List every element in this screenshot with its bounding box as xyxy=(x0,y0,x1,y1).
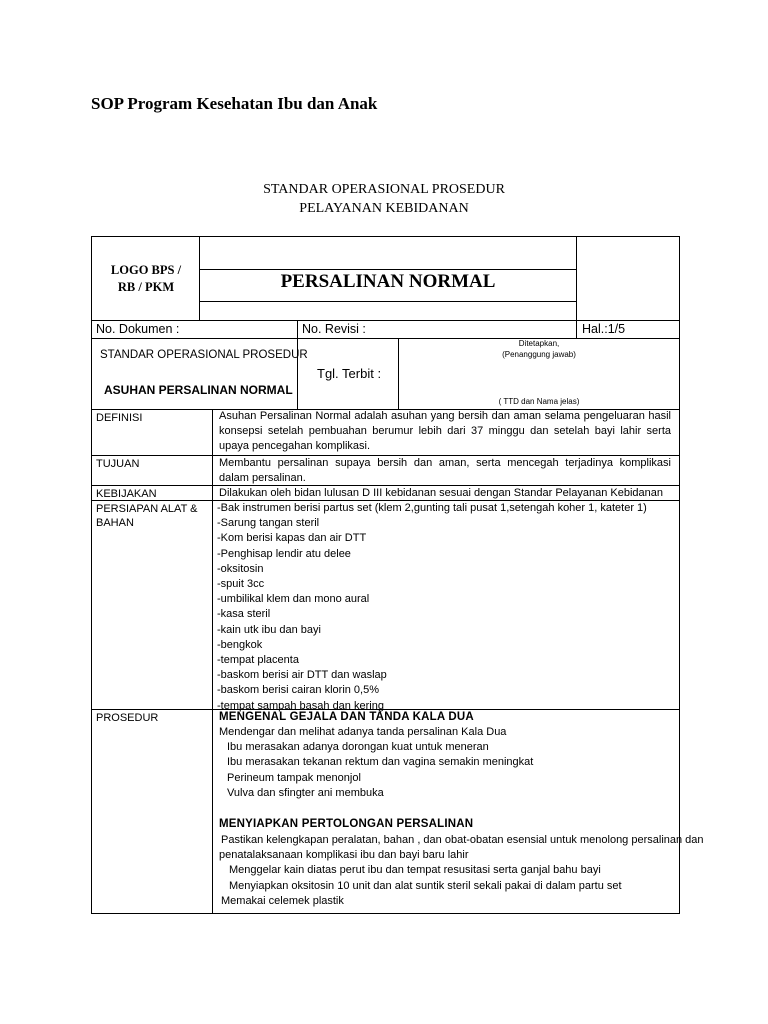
kebijakan-label: KEBIJAKAN xyxy=(96,488,157,500)
info-divider-1 xyxy=(297,320,298,339)
persiapan-label-line2: BAHAN xyxy=(96,517,134,529)
tujuan-label: TUJUAN xyxy=(96,458,140,470)
list-item: -Kom berisi kapas dan air DTT xyxy=(217,532,367,545)
definisi-text: Asuhan Persalinan Normal adalah asuhan yang bersih dan aman selama pengeluaran hasil konsepsi setelah pembuahan berumur lebih dari 37 minggu dan setelah bayi lahir serta upaya pencegahan komplikasi. xyxy=(219,410,671,453)
persiapan-label xyxy=(96,502,198,530)
persiapan-list xyxy=(217,501,677,714)
ttd-label: ( TTD dan Nama jelas) xyxy=(498,397,580,406)
no-revisi-label: No. Revisi : xyxy=(302,322,366,336)
prosedur-label: PROSEDUR xyxy=(96,712,159,724)
tujuan-text: Membantu persalinan supaya bersih dan aman, serta mencegah terjadinya komplikasi dalam persalinan. xyxy=(219,457,671,485)
list-item: Menggelar kain diatas perut ibu dan tempat resusitasi serta ganjal bahu bayi xyxy=(229,864,601,877)
list-item: -tempat sampah basah dan kering xyxy=(217,699,384,712)
list-item: -Sarung tangan steril xyxy=(217,517,320,530)
section-heading-pertolongan: MENYIAPKAN PERTOLONGAN PERSALINAN xyxy=(219,818,474,831)
title-rule-bottom xyxy=(199,301,576,302)
info-divider-2 xyxy=(576,320,577,339)
list-item: -baskom berisi air DTT dan waslap xyxy=(217,669,387,682)
section2-line1: Pastikan kelengkapan peralatan, bahan , dan obat-obatan esensial untuk menolong persalinan dan xyxy=(221,834,704,847)
kebijakan-text: Dilakukan oleh bidan lulusan D III kebidanan sesuai dengan Standar Pelayanan Kebidanan xyxy=(219,487,663,499)
section1-intro: Mendengar dan melihat adanya tanda persalinan Kala Dua xyxy=(219,726,507,738)
list-item: -kasa steril xyxy=(217,608,271,621)
logo-line2: RB / PKM xyxy=(117,280,175,294)
list-item: -tempat placenta xyxy=(217,654,299,667)
list-item: -kain utk ibu dan bayi xyxy=(217,623,321,636)
list-item: Memakai celemek plastik xyxy=(221,894,344,907)
logo-placeholder xyxy=(93,262,199,296)
list-item: -oksitosin xyxy=(217,562,264,575)
main-title: PERSALINAN NORMAL xyxy=(280,271,496,292)
logo-line1: LOGO BPS / xyxy=(110,263,182,277)
penanggung-jawab-label: (Penanggung jawab) xyxy=(502,350,576,359)
persiapan-label-line1: PERSIAPAN ALAT & xyxy=(96,503,198,515)
document-title: SOP Program Kesehatan Ibu dan Anak xyxy=(91,94,378,113)
standard-title-line2: PELAYANAN KEBIDANAN xyxy=(299,201,469,216)
list-item: -spuit 3cc xyxy=(217,578,265,591)
sop-title: ASUHAN PERSALINAN NORMAL xyxy=(104,383,293,397)
list-item: -bengkok xyxy=(217,638,263,651)
list-item: -Bak instrumen berisi partus set (klem 2,gunting tali pusat 1,setengah koher 1, kateter 1) xyxy=(217,502,647,514)
prosedur-content xyxy=(219,710,704,909)
list-item: -baskom berisi cairan klorin 0,5% xyxy=(217,684,380,697)
tgl-terbit-label: Tgl. Terbit : xyxy=(317,366,382,381)
halaman-label: Hal.:1/5 xyxy=(582,322,626,336)
sop-label: STANDAR OPERASIONAL PROSEDUR xyxy=(100,349,308,361)
ditetapkan-label: Ditetapkan, xyxy=(518,339,560,348)
list-item: -umbilikal klem dan mono aural xyxy=(217,593,370,606)
list-item: Ibu merasakan tekanan rektum dan vagina semakin meningkat xyxy=(227,756,534,769)
definisi-label: DEFINISI xyxy=(96,412,143,424)
list-item: -Penghisap lendir atu delee xyxy=(217,547,351,560)
title-rule-top xyxy=(199,269,576,270)
list-item: Perineum tampak menonjol xyxy=(227,771,361,784)
standard-title-line1: STANDAR OPERASIONAL PROSEDUR xyxy=(263,182,505,197)
list-item: Menyiapkan oksitosin 10 unit dan alat suntik steril sekali pakai di dalam partu set xyxy=(229,879,622,892)
section2-line2: penatalaksanaan komplikasi ibu dan bayi baru lahir xyxy=(219,849,469,862)
list-item: Vulva dan sfingter ani membuka xyxy=(227,786,384,799)
section-heading-kala-dua: MENGENAL GEJALA DAN TANDA KALA DUA xyxy=(219,711,474,723)
list-item: Ibu merasakan adanya dorongan kuat untuk meneran xyxy=(227,741,489,754)
header-divider-right xyxy=(576,236,577,321)
no-dokumen-label: No. Dokumen : xyxy=(96,322,180,336)
